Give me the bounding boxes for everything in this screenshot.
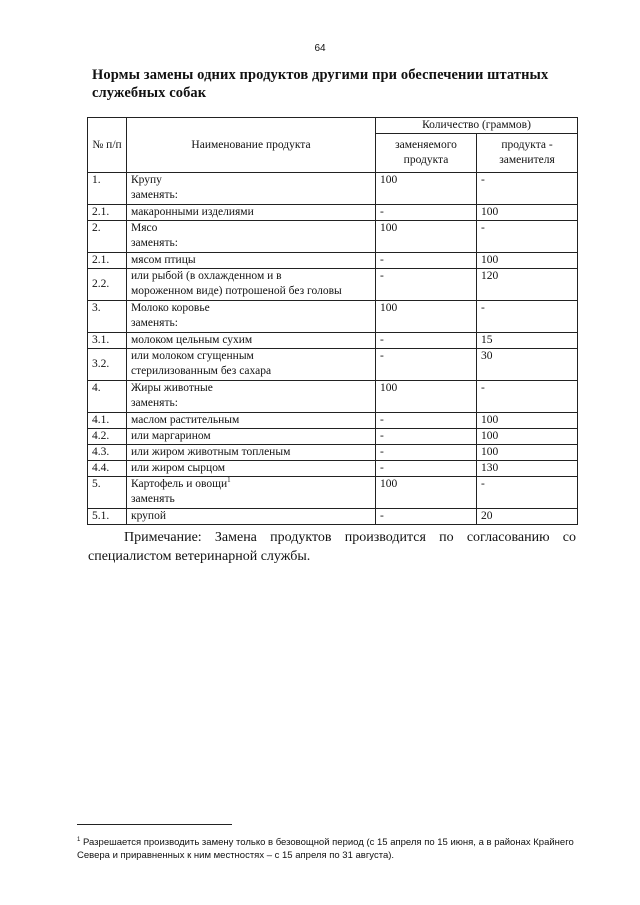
row-number: 2.2. <box>88 269 127 301</box>
product-name: маслом растительным <box>127 413 376 429</box>
table-row <box>88 221 578 253</box>
substitute-quantity: 100 <box>477 205 578 221</box>
row-product <box>127 381 376 413</box>
substitute-quantity: 20 <box>477 509 578 525</box>
header-number: № п/п <box>88 118 127 173</box>
product-name: Жиры животные <box>131 382 213 394</box>
row-number: 5.1. <box>88 509 127 525</box>
replaced-quantity: - <box>376 253 477 269</box>
header-quantity-group: Количество (граммов) <box>376 118 578 134</box>
replaced-quantity: 100 <box>376 381 477 413</box>
substitute-quantity: - <box>477 173 578 205</box>
replaced-quantity: - <box>376 461 477 477</box>
substitute-quantity: 100 <box>477 253 578 269</box>
substitute-quantity: - <box>477 221 578 253</box>
header-substitute-product: продукта - заменителя <box>477 134 578 173</box>
table-row <box>88 509 578 525</box>
footnote-reference: 1 <box>227 476 231 485</box>
row-number: 3.2. <box>88 349 127 381</box>
product-name: мясом птицы <box>127 253 376 269</box>
note-paragraph: Примечание: Замена продуктов производится по согласованию со специалистом ветеринарной службы. <box>88 530 576 564</box>
document-title: Нормы замены одних продуктов другими при обеспечении штатных служебных собак <box>92 67 549 101</box>
replaced-quantity: - <box>376 349 477 381</box>
product-name: макаронными изделиями <box>127 205 376 221</box>
substitute-quantity: 130 <box>477 461 578 477</box>
product-name: Картофель и овощи <box>131 478 228 490</box>
replaced-quantity: 100 <box>376 221 477 253</box>
replaced-quantity: 100 <box>376 301 477 333</box>
replaced-quantity: - <box>376 205 477 221</box>
product-subtext: заменять: <box>131 237 178 249</box>
product-name: крупой <box>127 509 376 525</box>
substitute-quantity: 100 <box>477 445 578 461</box>
row-product <box>127 349 376 381</box>
product-subtext: стерилизованным без сахара <box>131 365 272 377</box>
substitute-quantity: 15 <box>477 333 578 349</box>
product-name: молоком цельным сухим <box>127 333 376 349</box>
row-number: 3. <box>88 301 127 333</box>
substitute-quantity: 100 <box>477 413 578 429</box>
substitute-quantity: - <box>477 477 578 509</box>
table-row <box>88 301 578 333</box>
substitute-quantity: 100 <box>477 429 578 445</box>
row-number: 5. <box>88 477 127 509</box>
row-product <box>127 173 376 205</box>
product-name: или жиром сырцом <box>127 461 376 477</box>
product-name: Мясо <box>131 222 158 234</box>
row-number: 4.1. <box>88 413 127 429</box>
footnote-text: Разрешается производить замену только в безовощной период (с 15 апреля по 15 июня, а в районах Крайнего Севера и приравненных к ним местностях – с 15 апреля по 31 августа). <box>77 837 574 862</box>
footnote <box>77 834 577 862</box>
row-number: 2.1. <box>88 205 127 221</box>
page-number: 64 <box>314 43 326 54</box>
product-subtext: заменять: <box>131 317 178 329</box>
product-name: Крупу <box>131 174 162 186</box>
replaced-quantity: - <box>376 333 477 349</box>
row-number: 4.3. <box>88 445 127 461</box>
replaced-quantity: - <box>376 413 477 429</box>
product-subtext: заменять: <box>131 397 178 409</box>
table-row <box>88 333 578 349</box>
replaced-quantity: 100 <box>376 477 477 509</box>
substitute-quantity: - <box>477 301 578 333</box>
replaced-quantity: - <box>376 429 477 445</box>
product-name: Молоко коровье <box>131 302 210 314</box>
table-row <box>88 429 578 445</box>
substitute-quantity: 30 <box>477 349 578 381</box>
row-product <box>127 269 376 301</box>
table-row <box>88 205 578 221</box>
row-number: 4. <box>88 381 127 413</box>
header-product-name: Наименование продукта <box>127 118 376 173</box>
replaced-quantity: - <box>376 269 477 301</box>
row-product <box>127 301 376 333</box>
footnote-separator <box>77 824 232 825</box>
table-row <box>88 477 578 509</box>
table-row <box>88 413 578 429</box>
product-name: или молоком сгущенным <box>131 350 254 362</box>
row-number: 1. <box>88 173 127 205</box>
table-row <box>88 349 578 381</box>
substitute-quantity: - <box>477 381 578 413</box>
row-number: 4.2. <box>88 429 127 445</box>
substitute-quantity: 120 <box>477 269 578 301</box>
footnote-marker: 1 <box>77 837 81 843</box>
product-subtext: заменять <box>131 493 175 505</box>
row-number: 2.1. <box>88 253 127 269</box>
table-row <box>88 173 578 205</box>
product-subtext: мороженном виде) потрошеной без головы <box>131 285 342 297</box>
row-number: 2. <box>88 221 127 253</box>
row-number: 3.1. <box>88 333 127 349</box>
replaced-quantity: - <box>376 509 477 525</box>
replaced-quantity: - <box>376 445 477 461</box>
row-number: 4.4. <box>88 461 127 477</box>
table-row <box>88 445 578 461</box>
row-product <box>127 221 376 253</box>
replaced-quantity: 100 <box>376 173 477 205</box>
header-replaced-product: заменяемого продукта <box>376 134 477 173</box>
table-row <box>88 253 578 269</box>
substitution-norms-table <box>87 117 578 525</box>
product-name: или жиром животным топленым <box>127 445 376 461</box>
row-product <box>127 477 376 509</box>
product-name: или маргарином <box>127 429 376 445</box>
table-row <box>88 381 578 413</box>
product-name: или рыбой (в охлажденном и в <box>131 270 282 282</box>
table-row <box>88 269 578 301</box>
table-row <box>88 461 578 477</box>
product-subtext: заменять: <box>131 189 178 201</box>
